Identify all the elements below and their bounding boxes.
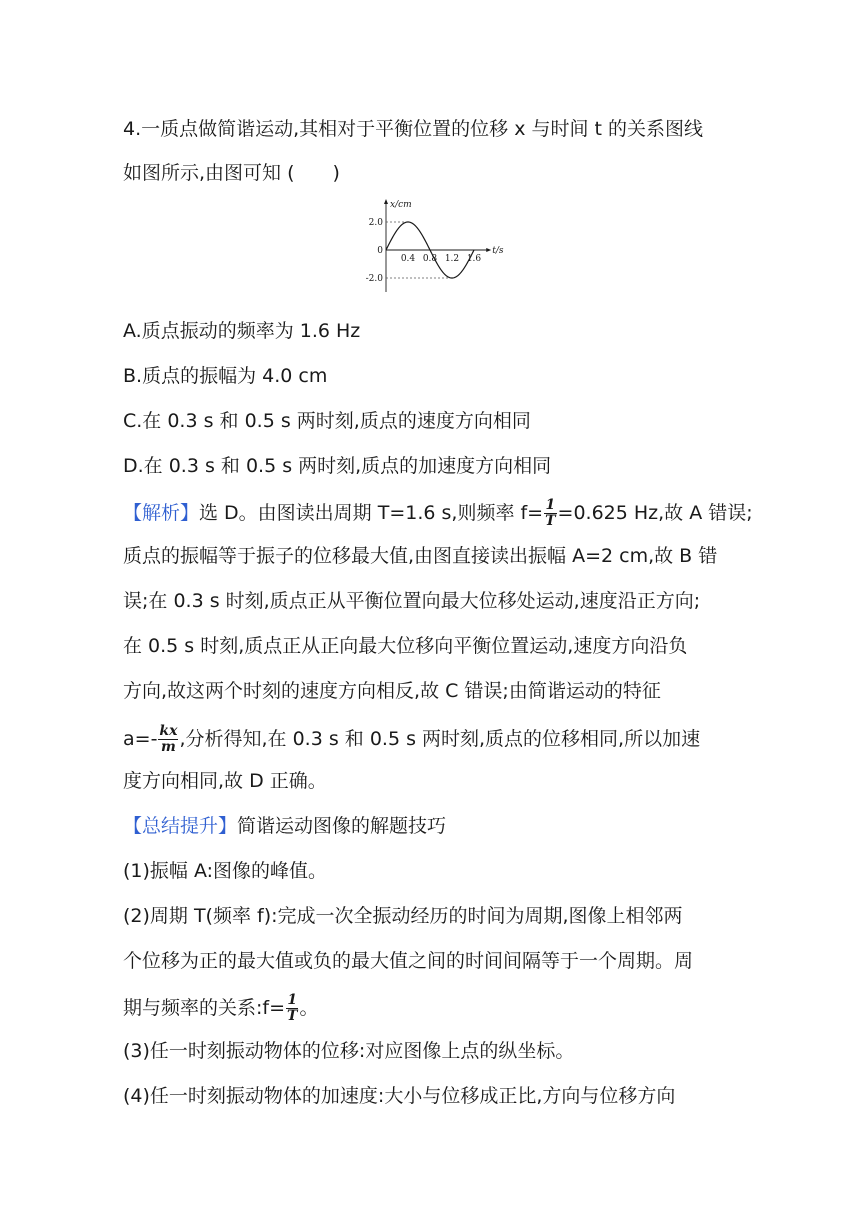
x-tick-label: 1.2 (444, 254, 460, 264)
summary-p2-line-2: 个位移为正的最大值或负的最大值之间的时间间隔等于一个周期。周 (123, 950, 694, 972)
x-axis-arrow (486, 248, 491, 252)
period-fraction (286, 993, 298, 1024)
analysis-l6b: ,分析得知,在 0.3 s 和 0.5 s 两时刻,质点的位移相同,所以加速 (179, 728, 701, 750)
summary-title: 简谐运动图像的解题技巧 (237, 815, 447, 837)
analysis-line-7: 度方向相同,故 D 正确。 (123, 770, 327, 792)
analysis-line-1 (123, 498, 753, 529)
x-tick-label: 0.8 (422, 254, 438, 264)
option-c: C.在 0.3 s 和 0.5 s 两时刻,质点的速度方向相同 (123, 410, 531, 432)
frac-den: T (545, 513, 556, 529)
summary-p1: (1)振幅 A:图像的峰值。 (123, 860, 328, 882)
analysis-l1a: 选 D。由图读出周期 T=1.6 s,则频率 f= (199, 502, 544, 524)
x-axis-label: t/s (492, 246, 504, 256)
summary-p2-l3b: 。 (299, 997, 319, 1019)
x-tick-label: 1.6 (466, 254, 482, 264)
frequency-fraction (544, 498, 556, 529)
frac-den: m (161, 739, 176, 755)
y-tick-label: 0 (377, 246, 383, 256)
analysis-line-5: 方向,故这两个时刻的速度方向相反,故 C 错误;由简谐运动的特征 (123, 680, 661, 702)
y-tick-label: 2.0 (368, 218, 383, 228)
option-a: A.质点振动的频率为 1.6 Hz (123, 320, 361, 342)
analysis-l6a: a=- (123, 728, 158, 750)
analysis-line-4: 在 0.5 s 时刻,质点正从正向最大位移向平衡位置运动,速度方向沿负 (123, 635, 688, 657)
option-b: B.质点的振幅为 4.0 cm (123, 365, 328, 387)
analysis-l1b: =0.625 Hz,故 A 错误; (557, 502, 753, 524)
analysis-line-3: 误;在 0.3 s 时刻,质点正从平衡位置向最大位移处运动,速度沿正方向; (123, 590, 701, 612)
frac-num: 1 (287, 992, 298, 1008)
analysis-line-6 (123, 724, 700, 755)
summary-p3: (3)任一时刻振动物体的位移:对应图像上点的纵坐标。 (123, 1040, 575, 1062)
frac-num: kx (159, 723, 178, 739)
y-tick-label: -2.0 (365, 274, 383, 284)
analysis-tag: 【解析】 (123, 502, 200, 524)
frac-num: 1 (545, 497, 556, 513)
summary-p2-l3a: 期与频率的关系:f= (123, 997, 286, 1019)
summary-p2-line-1: (2)周期 T(频率 f):完成一次全振动经历的时间为周期,图像上相邻两 (123, 905, 683, 927)
x-tick-label: 0.4 (400, 254, 416, 264)
question-line-2: 如图所示,由图可知 ( ) (123, 162, 340, 184)
summary-p2-line-3 (123, 993, 318, 1024)
y-axis-arrow (384, 199, 388, 204)
acceleration-fraction (158, 724, 178, 755)
summary-p4: (4)任一时刻振动物体的加速度:大小与位移成正比,方向与位移方向 (123, 1085, 676, 1107)
frac-den: T (287, 1008, 298, 1024)
summary-heading (123, 813, 446, 839)
y-axis-label: x/cm (390, 200, 412, 210)
displacement-time-graph (356, 196, 506, 296)
analysis-line-2: 质点的振幅等于振子的位移最大值,由图直接读出振幅 A=2 cm,故 B 错 (123, 545, 718, 567)
question-line-1: 4.一质点做简谐运动,其相对于平衡位置的位移 x 与时间 t 的关系图线 (123, 118, 704, 140)
option-d: D.在 0.3 s 和 0.5 s 两时刻,质点的加速度方向相同 (123, 455, 552, 477)
summary-tag: 【总结提升】 (123, 815, 238, 837)
